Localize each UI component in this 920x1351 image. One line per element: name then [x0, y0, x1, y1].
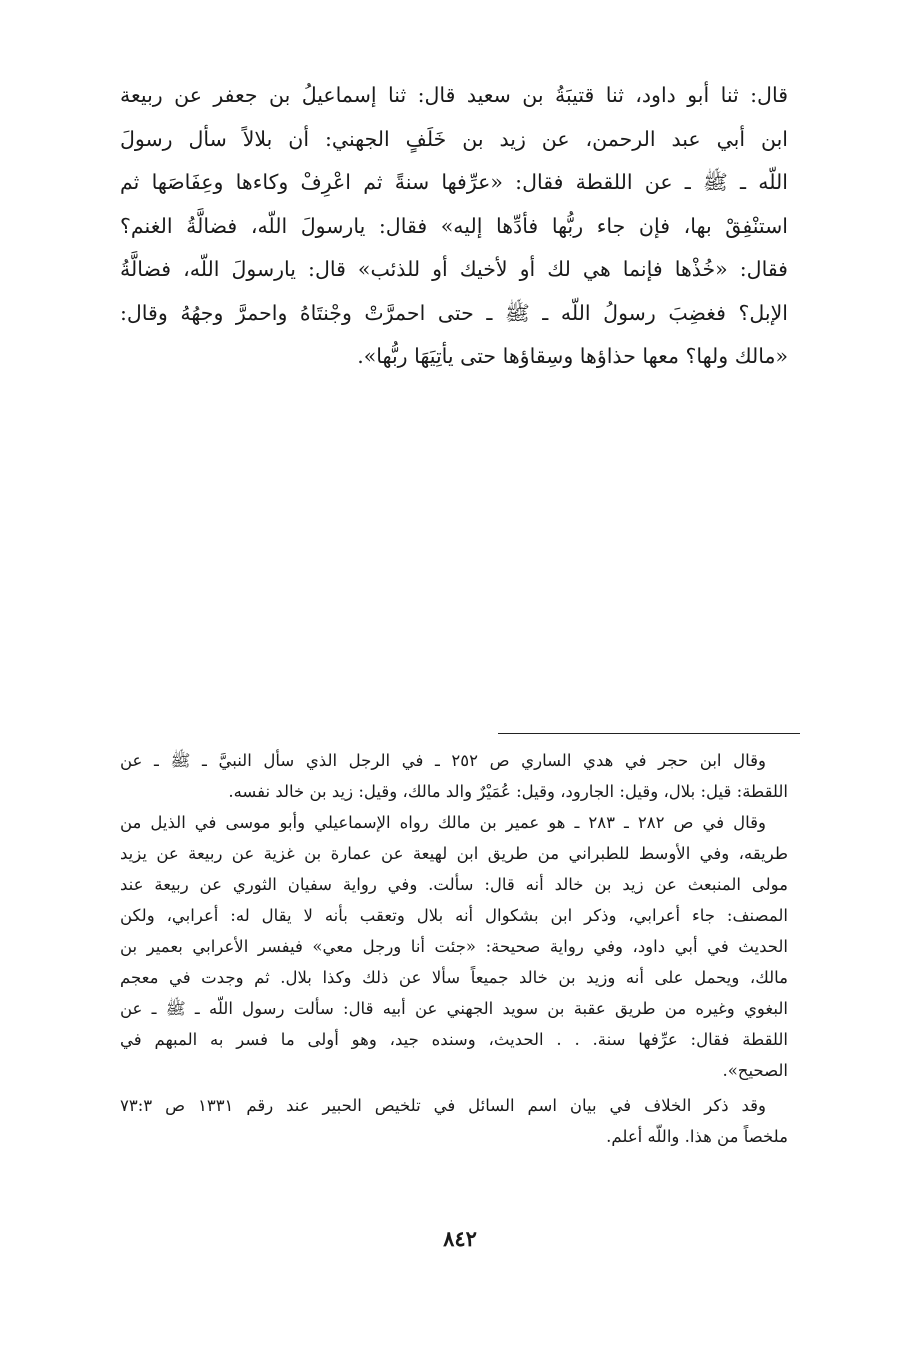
- footnote-line: وقد ذكر الخلاف في بيان اسم السائل في تلخيص الحبير عند رقم ١٣٣١ ص ٧٣:٣: [120, 1096, 766, 1115]
- main-text-block: [120, 74, 788, 379]
- footnote-line: طريقه، وفي الأوسط للطبراني من طريق ابن لهيعة عن عمارة بن غزية عن ربيعة عن يزيد: [120, 844, 788, 863]
- footnote-line: مالك، ويحمل على أنه وزيد بن خالد جميعاً سألا عن ذلك وكذا بلال. ثم وجدت في معجم: [120, 968, 788, 987]
- footnotes-block: [120, 745, 788, 1152]
- main-text-line: الإبل؟ فغضِبَ رسولُ اللّه ـ ﷺ ـ حتى احمرَّتْ وجْنتَاهُ واحمرَّ وجهُهُ وقال:: [120, 300, 788, 325]
- footnote-line: مولى المنبعث عن زيد بن خالد أنه قال: سألت. وفي رواية سفيان الثوري عن ربيعة عند: [120, 875, 788, 894]
- main-text-line: ابن أبي عبد الرحمن، عن زيد بن خَلَفٍ الجهني: أن بلالاً سأل رسولَ: [120, 126, 788, 151]
- footnote-line: المصنف: جاء أعرابي، وذكر ابن بشكوال أنه بلال وتعقب بأنه لا يقال له: أعرابي، ولكن: [120, 906, 788, 925]
- main-text-line: فقال: «خُذْها فإنما هي لك أو لأخيك أو للذئب» قال: يارسولَ اللّه، فضالَّةُ: [120, 257, 788, 281]
- footnote-line: اللقطة فقال: عرِّفها سنة. . . الحديث، وسنده جيد، وهو أولى ما فسر به المبهم في: [120, 1030, 788, 1049]
- footnote-separator: [498, 733, 800, 734]
- footnote-line: وقال ابن حجر في هدي الساري ص ٢٥٢ ـ في الرجل الذي سأل النبيَّ ـ ﷺ ـ عن: [120, 751, 766, 770]
- page-number: ٨٤٢: [443, 1226, 477, 1251]
- footnote-line: الحديث في أبي داود، وفي رواية صحيحة: «جئت أنا ورجل معي» فيفسر الأعرابي بعمير بن: [120, 937, 788, 956]
- footnote-line: ملخصاً من هذا. واللّه أعلم.: [606, 1127, 788, 1146]
- footnote-line: البغوي وغيره من طريق عقبة بن سويد الجهني عن أبيه قال: سألت رسول اللّه ـ ﷺ ـ عن: [120, 999, 788, 1018]
- main-text-line: «مالك ولها؟ معها حذاؤها وسِقاؤها حتى يأتِيَهَا ربُّها».: [357, 344, 788, 368]
- footnote-line: اللقطة: قيل: بلال، وقيل: الجارود، وقيل: عُمَيْرٌ والد مالك، وقيل: زيد بن خالد نفسه.: [228, 782, 788, 801]
- footnote-line: وقال في ص ٢٨٢ ـ ٢٨٣ ـ هو عمير بن مالك رواه الإسماعيلي وأبو موسى في الذيل من: [120, 813, 767, 832]
- footnote-line: الصحيح».: [722, 1061, 788, 1080]
- main-text-line: اللّه ـ ﷺ ـ عن اللقطة فقال: «عرِّفها سنةً ثم اعْرِفْ وكاءها وعِفَاصَها ثم: [120, 170, 788, 194]
- main-text-line: قال: ثنا أبو داود، ثنا قتيبَةُ بن سعيد قال: ثنا إسماعيلُ بن جعفر عن ربيعة: [120, 83, 788, 107]
- main-text-line: استنْفِقْ بها، فإن جاء ربُّها فأدِّها إليه» فقال: يارسولَ اللّه، فضالَّةُ الغنم؟: [120, 213, 788, 238]
